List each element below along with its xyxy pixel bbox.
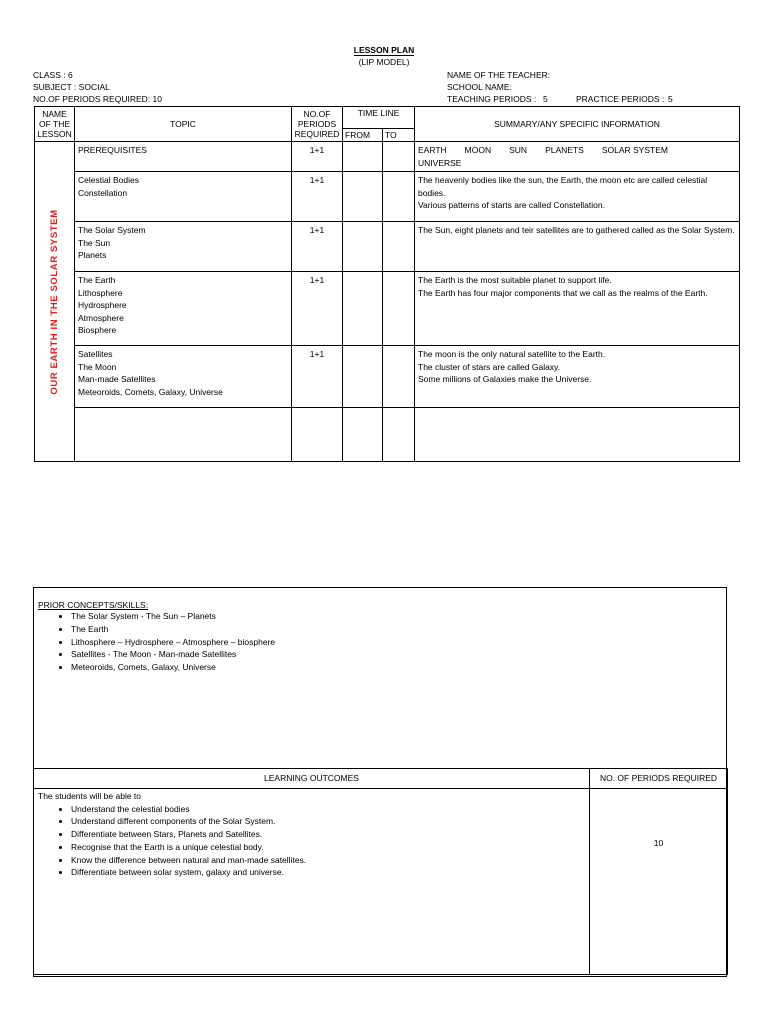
- from-cell: [343, 172, 383, 222]
- header-from: FROM: [343, 129, 383, 142]
- list-item: • Differentiate between solar system, galaxy and universe.: [71, 866, 585, 879]
- to-cell: [383, 272, 415, 346]
- topic-cell: [75, 346, 292, 408]
- list-item: • Understand the celestial bodies: [71, 803, 585, 816]
- subject-label: SUBJECT : SOCIAL: [33, 82, 110, 92]
- teaching-periods-label: TEACHING PERIODS :: [447, 94, 537, 104]
- summary-line: The Sun, eight planets and teir satellites are to gathered called as the Solar System.: [418, 225, 735, 235]
- table-row: [35, 346, 740, 408]
- topic-line: Atmosphere: [78, 312, 124, 323]
- practice-periods-label: PRACTICE PERIODS :: [576, 94, 665, 104]
- table-row-empty: [35, 408, 740, 462]
- from-cell: [343, 408, 383, 462]
- summary-cell: [415, 346, 740, 408]
- topic-cell: [75, 222, 292, 272]
- keyword: EARTH: [418, 145, 447, 155]
- list-item: • The Earth: [71, 623, 275, 636]
- topic-line: Celestial Bodies: [78, 175, 139, 185]
- topic-cell: [75, 272, 292, 346]
- periods-required-value: 10: [590, 789, 728, 975]
- topic-line: Biosphere: [78, 325, 117, 335]
- header-periods: NO.OF PERIODS REQUIRED: [292, 107, 343, 142]
- lesson-name-cell: [35, 142, 75, 462]
- summary-line: Some millions of Galaxies make the Universe.: [418, 374, 592, 384]
- header-lesson-name: NAME OF THE LESSON: [35, 107, 75, 142]
- topic-line: PREREQUISITES: [78, 145, 147, 155]
- learning-outcomes-heading: LEARNING OUTCOMES: [34, 769, 590, 789]
- list-item: • Meteoroids, Comets, Galaxy, Universe: [71, 661, 275, 674]
- lesson-plan-table: [34, 106, 740, 462]
- table-row: [35, 172, 740, 222]
- header-to: TO: [383, 129, 415, 142]
- list-item: • Differentiate between Stars, Planets and Satellites.: [71, 828, 585, 841]
- page-title: LESSON PLAN: [353, 45, 415, 55]
- list-item: • Lithosphere – Hydrosphere – Atmosphere – biosphere: [71, 636, 275, 649]
- outcomes-intro: The students will be able to: [38, 791, 142, 801]
- summary-line: The Earth has four major components that we call as the realms of the Earth.: [418, 287, 708, 298]
- from-cell: [343, 346, 383, 408]
- prior-concepts-section: [38, 600, 275, 674]
- summary-cell: [415, 222, 740, 272]
- keyword: SUN: [509, 145, 528, 155]
- summary-cell: [415, 272, 740, 346]
- table-row: [35, 142, 740, 172]
- lesson-name: OUR EARTH IN THE SOLAR SYSTEM: [48, 208, 60, 395]
- topic-line: Meteoroids, Comets, Galaxy, Universe: [78, 386, 223, 397]
- to-cell: [383, 142, 415, 172]
- topic-cell: [75, 172, 292, 222]
- periods-cell: 1+1: [292, 272, 343, 346]
- topic-line: The Earth: [78, 275, 116, 285]
- from-cell: [343, 272, 383, 346]
- summary-cell: [415, 172, 740, 222]
- keyword: PLANETS: [545, 145, 584, 155]
- periods-required-heading: NO. OF PERIODS REQUIRED: [590, 769, 728, 789]
- prior-concepts-heading: PRIOR CONCEPTS/SKILLS:: [38, 600, 149, 610]
- school-name-label: SCHOOL NAME:: [447, 82, 512, 92]
- to-cell: [383, 346, 415, 408]
- topic-line: The Sun: [78, 237, 111, 248]
- topic-line: The Moon: [78, 361, 117, 372]
- summary-line: The Earth is the most suitable planet to support life.: [418, 275, 612, 285]
- list-item: • Understand different components of the Solar System.: [71, 815, 585, 828]
- topic-line: The Solar System: [78, 225, 146, 235]
- keyword: MOON: [464, 145, 492, 155]
- keyword: SOLAR SYSTEM: [601, 145, 668, 155]
- header-timeline: TIME LINE: [343, 107, 415, 129]
- to-cell: [383, 172, 415, 222]
- list-item: • The Solar System - The Sun – Planets: [71, 610, 275, 623]
- topic-cell: [75, 408, 292, 462]
- page-subtitle: (LIP MODEL): [358, 57, 410, 67]
- from-cell: [343, 142, 383, 172]
- list-item: • Satellites - The Moon - Man-made Satellites: [71, 648, 275, 661]
- topic-line: Constellation: [78, 187, 128, 198]
- class-label: CLASS : 6: [33, 70, 73, 80]
- summary-cell: [415, 408, 740, 462]
- learning-outcomes-cell: [34, 789, 590, 975]
- teaching-periods-value: 5: [543, 94, 548, 104]
- header-summary: SUMMARY/ANY SPECIFIC INFORMATION: [415, 107, 740, 142]
- topic-line: Planets: [78, 250, 107, 260]
- keyword: UNIVERSE: [418, 157, 462, 168]
- prior-concepts-list: [38, 610, 275, 674]
- to-cell: [383, 222, 415, 272]
- summary-line: The moon is the only natural satellite to the Earth.: [418, 349, 606, 359]
- header-topic: TOPIC: [75, 107, 292, 142]
- periods-required-label: NO.OF PERIODS REQUIRED: 10: [33, 94, 162, 104]
- periods-cell: 1+1: [292, 172, 343, 222]
- summary-cell: [415, 142, 740, 172]
- periods-cell: 1+1: [292, 346, 343, 408]
- practice-periods-value: 5: [668, 94, 673, 104]
- periods-cell: 1+1: [292, 142, 343, 172]
- periods-cell: [292, 408, 343, 462]
- learning-outcomes-table: [33, 768, 728, 975]
- learning-outcomes-list: [38, 803, 585, 880]
- topic-cell: [75, 142, 292, 172]
- summary-line: The cluster of stars are called Galaxy.: [418, 361, 561, 372]
- summary-line: Various patterns of starts are called Constellation.: [418, 200, 605, 210]
- from-cell: [343, 222, 383, 272]
- summary-line: The heavenly bodies like the sun, the Earth, the moon etc are called celestial bodies.: [418, 175, 708, 198]
- to-cell: [383, 408, 415, 462]
- topic-line: Hydrosphere: [78, 300, 127, 310]
- topic-line: Man-made Satellites: [78, 374, 156, 384]
- topic-line: Satellites: [78, 349, 113, 359]
- list-item: • Know the difference between natural and man-made satellites.: [71, 854, 585, 867]
- topic-line: Lithosphere: [78, 287, 123, 298]
- teacher-name-label: NAME OF THE TEACHER:: [447, 70, 551, 80]
- periods-cell: 1+1: [292, 222, 343, 272]
- list-item: • Recognise that the Earth is a unique celestial body.: [71, 841, 585, 854]
- table-row: [35, 222, 740, 272]
- table-row: [35, 272, 740, 346]
